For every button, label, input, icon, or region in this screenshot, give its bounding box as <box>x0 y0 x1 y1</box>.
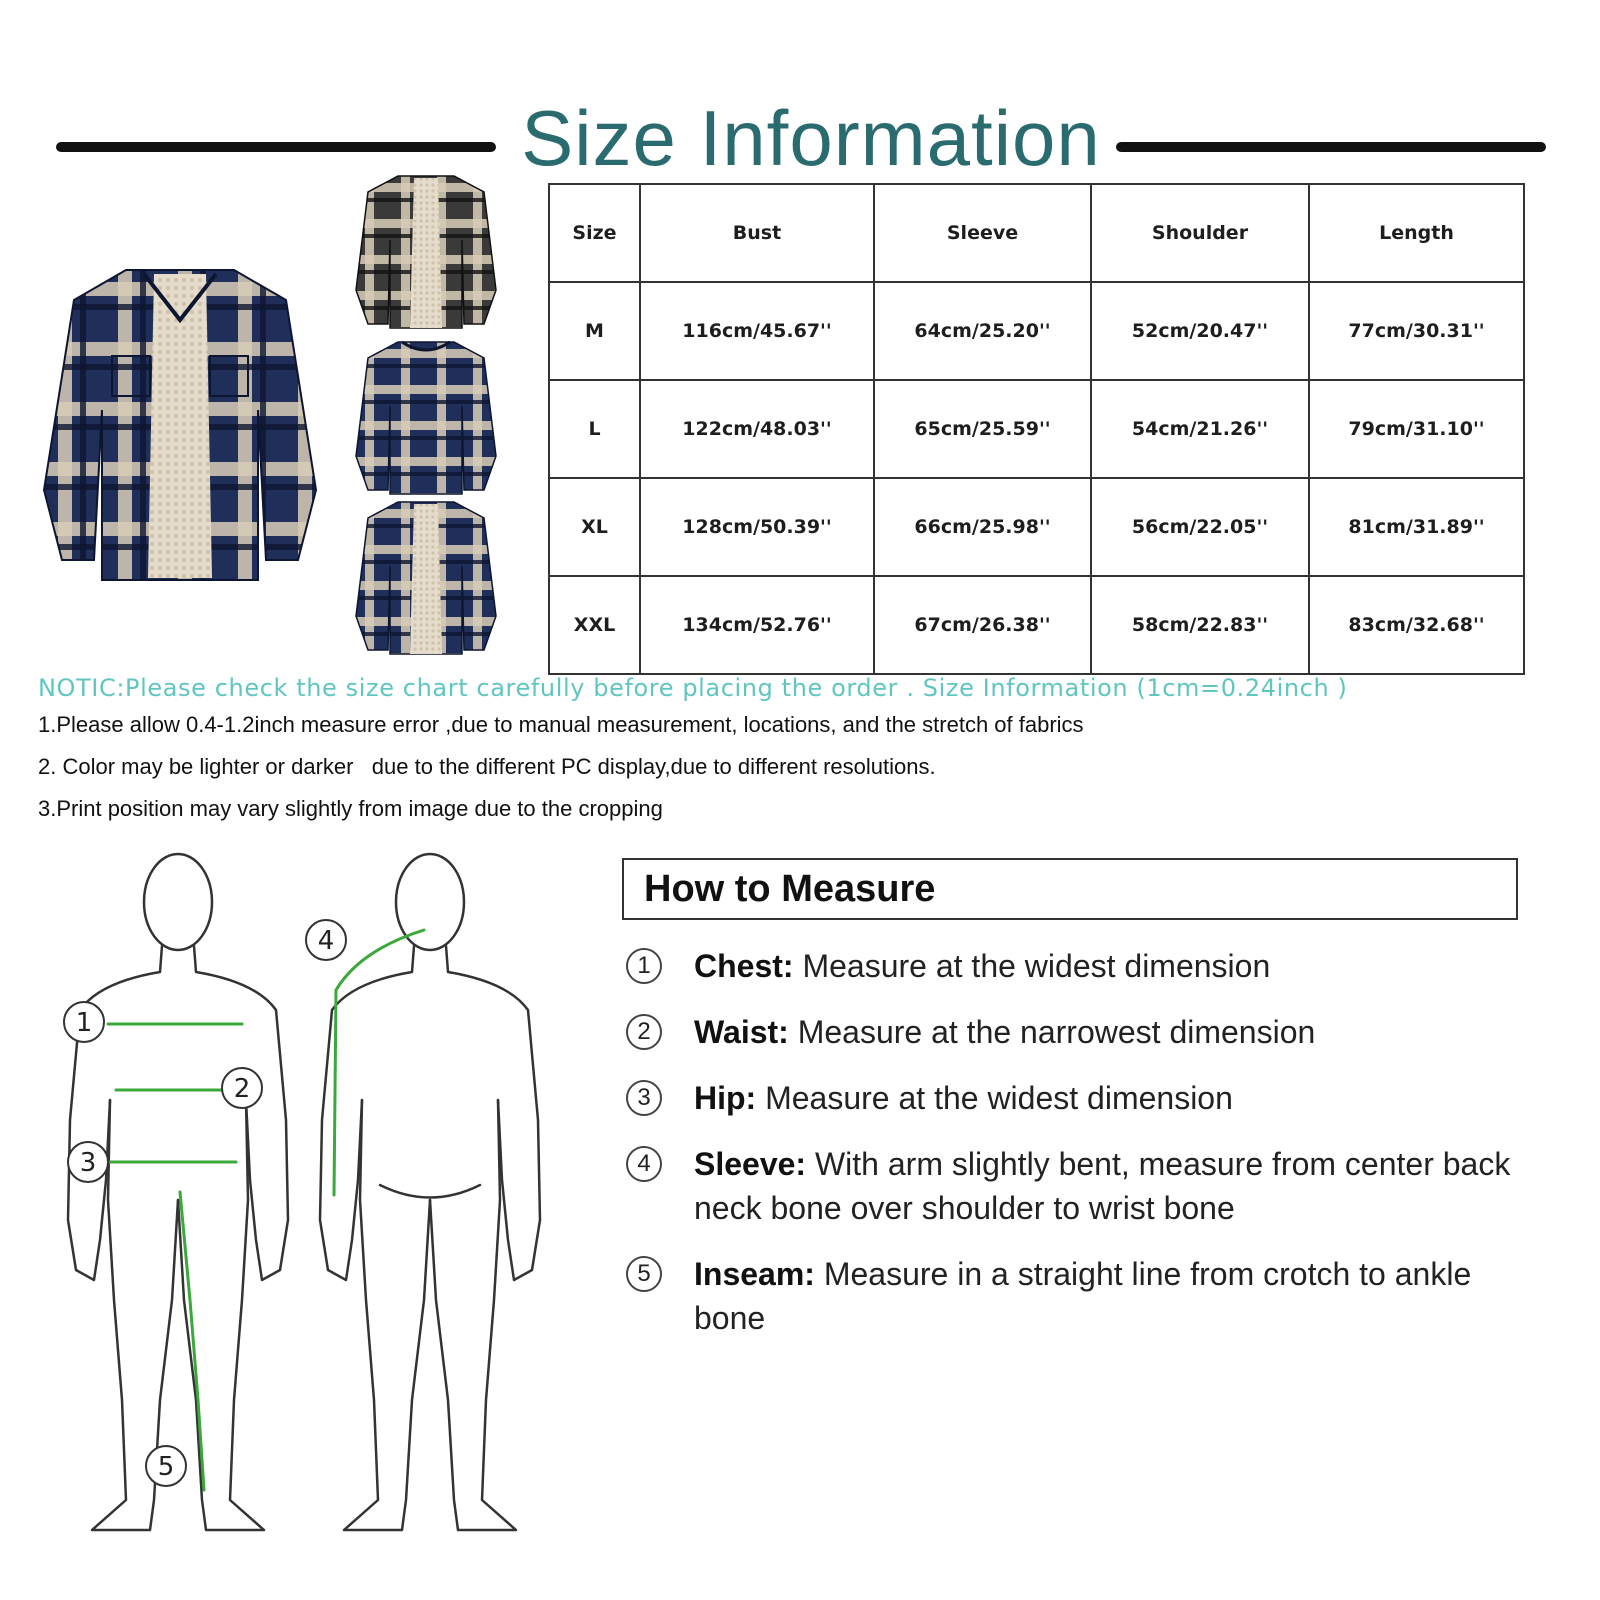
table-cell: 54cm/21.26'' <box>1091 380 1309 478</box>
marker-label: 1 <box>75 1008 93 1038</box>
step-term: Inseam: <box>694 1256 815 1292</box>
back-body-outline <box>317 854 540 1530</box>
note-item: 1.Please allow 0.4-1.2inch measure error ,due to manual measurement, locations, and the stretch of fabrics <box>38 712 1084 737</box>
page-title: Size Information <box>521 94 1101 182</box>
step-description <box>694 1252 1534 1340</box>
column-header: Bust <box>640 184 874 282</box>
measurement-markers <box>64 920 346 1486</box>
step-number: 2 <box>626 1014 662 1050</box>
measurement-marker-labels <box>76 926 335 1482</box>
column-header: Sleeve <box>874 184 1091 282</box>
step-text: Measure at the widest dimension <box>793 948 1271 984</box>
table-cell: 134cm/52.76'' <box>640 576 874 674</box>
how-to-measure-title: How to Measure <box>644 868 936 910</box>
table-cell: 77cm/30.31'' <box>1309 282 1524 380</box>
step-number: 3 <box>626 1080 662 1116</box>
column-header: Length <box>1309 184 1524 282</box>
step-number: 4 <box>626 1146 662 1182</box>
title-rule-left <box>56 142 496 152</box>
front-body-outline <box>68 854 288 1530</box>
table-cell: 66cm/25.98'' <box>874 478 1091 576</box>
step-text: Measure at the widest dimension <box>756 1080 1233 1116</box>
notes-list <box>38 710 1238 836</box>
size-table <box>548 183 1525 675</box>
step-description <box>694 1010 1534 1054</box>
table-cell: 83cm/32.68'' <box>1309 576 1524 674</box>
table-cell: 58cm/22.83'' <box>1091 576 1309 674</box>
step-description <box>694 944 1534 988</box>
how-to-measure-header <box>622 858 1518 920</box>
body-measurement-figure <box>30 840 590 1590</box>
note-item: 3.Print position may vary slightly from image due to the cropping <box>38 796 663 821</box>
column-header: Shoulder <box>1091 184 1309 282</box>
title-row <box>56 88 1546 198</box>
table-cell: 64cm/25.20'' <box>874 282 1091 380</box>
marker-label: 5 <box>157 1452 175 1482</box>
step-text: Measure in a straight line from crotch to ankle bone <box>694 1256 1472 1336</box>
column-header: Size <box>549 184 640 282</box>
table-cell: M <box>549 282 640 380</box>
step-number: 1 <box>626 948 662 984</box>
table-cell: 67cm/26.38'' <box>874 576 1091 674</box>
table-cell: L <box>549 380 640 478</box>
table-row <box>549 576 1524 674</box>
table-row <box>549 478 1524 576</box>
table-header-row <box>549 184 1524 282</box>
note-item: 2. Color may be lighter or darker due to the different PC display,due to different resolutions. <box>38 754 936 779</box>
table-cell: XXL <box>549 576 640 674</box>
table-row <box>549 380 1524 478</box>
step-term: Chest: <box>694 948 794 984</box>
step-description <box>694 1142 1534 1230</box>
main-product-image <box>36 260 324 590</box>
table-cell: 128cm/50.39'' <box>640 478 874 576</box>
table-cell: 81cm/31.89'' <box>1309 478 1524 576</box>
marker-label: 4 <box>317 926 335 956</box>
product-thumbnail-navy <box>352 496 500 656</box>
step-term: Hip: <box>694 1080 757 1116</box>
marker-label: 2 <box>233 1074 251 1104</box>
product-thumbnail-black <box>352 170 500 330</box>
size-notice: NOTIC:Please check the size chart carefully before placing the order . Size Information (1cm=0.24inch ) <box>38 674 1348 702</box>
step-term: Waist: <box>694 1014 789 1050</box>
step-text: With arm slightly bent, measure from center back neck bone over shoulder to wrist bone <box>694 1146 1511 1226</box>
measurement-lines <box>108 930 424 1490</box>
step-text: Measure at the narrowest dimension <box>788 1014 1316 1050</box>
table-cell: 52cm/20.47'' <box>1091 282 1309 380</box>
step-term: Sleeve: <box>694 1146 807 1182</box>
step-description <box>694 1076 1534 1120</box>
product-thumbnail-back <box>352 336 500 496</box>
table-cell: 116cm/45.67'' <box>640 282 874 380</box>
step-number: 5 <box>626 1256 662 1292</box>
table-cell: XL <box>549 478 640 576</box>
table-cell: 65cm/25.59'' <box>874 380 1091 478</box>
marker-label: 3 <box>79 1148 97 1178</box>
title-rule-right <box>1116 142 1546 152</box>
table-cell: 79cm/31.10'' <box>1309 380 1524 478</box>
table-cell: 122cm/48.03'' <box>640 380 874 478</box>
table-cell: 56cm/22.05'' <box>1091 478 1309 576</box>
table-row <box>549 282 1524 380</box>
